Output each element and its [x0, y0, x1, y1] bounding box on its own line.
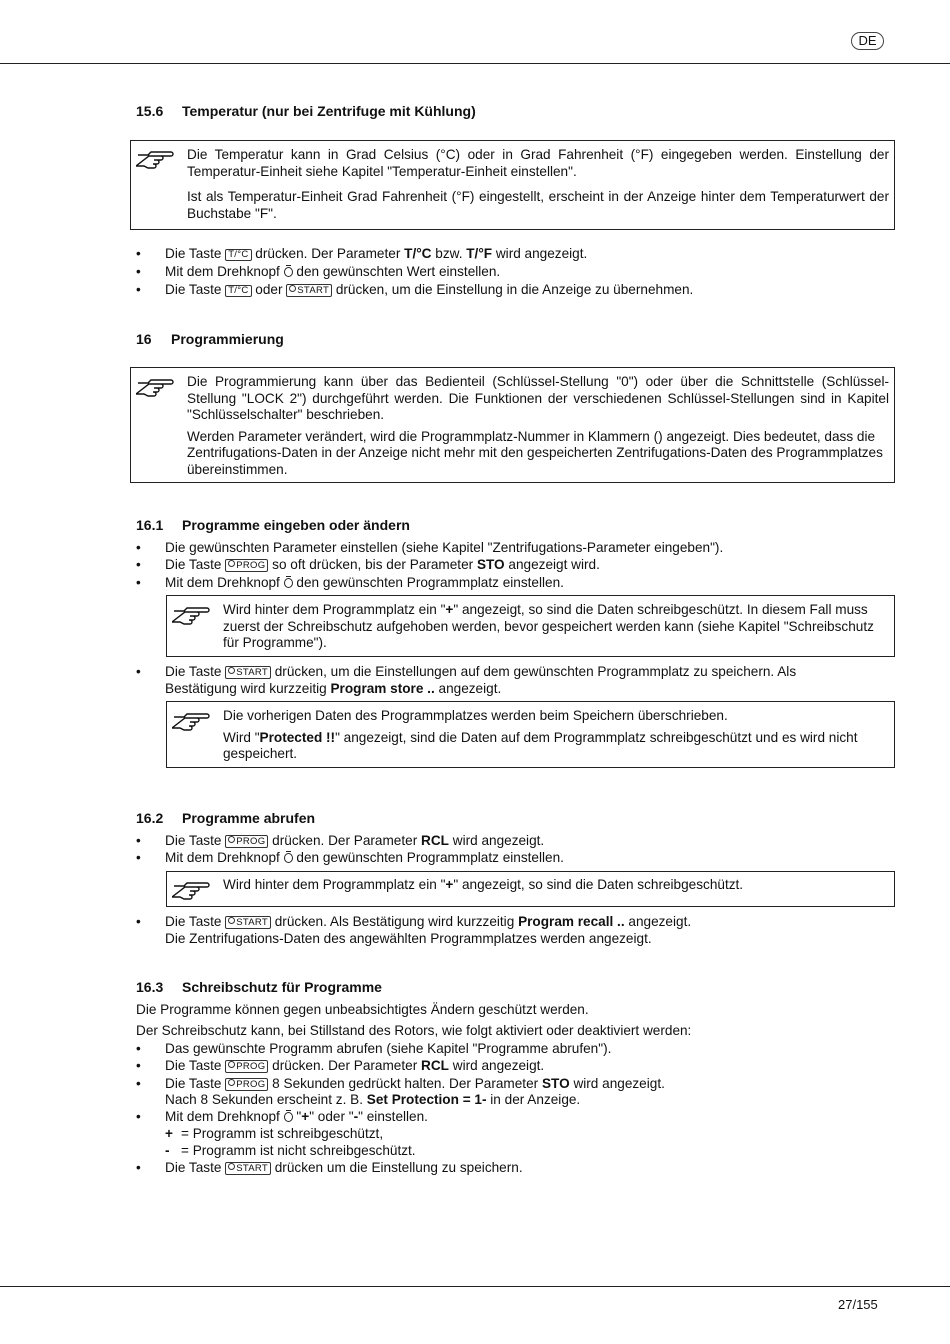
section-number: 16.2 — [136, 810, 164, 826]
paragraph: Der Schreibschutz kann, bei Stillstand des Rotors, wie folgt aktiviert oder deaktiviert werden: — [136, 1023, 692, 1038]
pointing-hand-icon — [136, 377, 176, 399]
section-number: 16 — [136, 331, 152, 347]
note-text: Die vorherigen Daten des Programmplatzes werden beim Speichern überschrieben. — [223, 708, 728, 723]
language-badge: DE — [851, 32, 884, 50]
note-box — [130, 140, 895, 230]
prog-key-icon: PROG — [225, 1078, 268, 1091]
section-heading — [136, 979, 382, 995]
note-text: Wird "Protected !!" angezeigt, sind die Daten auf dem Programmplatz schreibgeschützt und es wird nicht gespeichert. — [223, 729, 858, 761]
note-text: Werden Parameter verändert, wird die Programmplatz-Nummer in Klammern () angezeigt. Dies bedeutet, dass die Zentrifugations-Daten in der Anzeige nicht mehr mit den gespeicherten Zentrifugations-Daten des Programmplatzes übereinstimmen. — [187, 428, 883, 477]
start-key-icon: START — [225, 1162, 271, 1175]
note-text: Wird hinter dem Programmplatz ein "+" angezeigt, so sind die Daten schreibgeschützt. In diesem Fall muss zuerst der Schreibschutz aufgehoben werden, bevor gespeichert werden kann (siehe Kapitel "Schreibschutz für Programme"). — [223, 602, 874, 650]
section-number: 16.1 — [136, 517, 164, 533]
pointing-hand-icon — [172, 880, 212, 902]
note-text: Wird hinter dem Programmplatz ein "+" angezeigt, so sind die Daten schreibgeschützt. — [223, 877, 744, 892]
pointing-hand-icon — [172, 605, 212, 627]
section-title: Temperatur (nur bei Zentrifuge mit Kühlung) — [182, 103, 476, 119]
paragraph: Die Programme können gegen unbeabsichtigtes Ändern geschützt werden. — [136, 1002, 589, 1017]
tc-key-icon: T/°C — [225, 249, 251, 261]
start-key-icon: START — [225, 916, 271, 929]
section-title: Schreibschutz für Programme — [182, 979, 382, 995]
footer-rule — [0, 1286, 950, 1287]
section-title: Programmierung — [171, 331, 284, 347]
pointing-hand-icon — [136, 149, 176, 171]
page-number: 27/155 — [838, 1297, 878, 1312]
note-text: Die Programmierung kann über das Bedienteil (Schlüssel-Stellung "0") oder über die Schnittstelle (Schlüssel-Stellung "LOCK 2") durchgeführt werden. Die Funktionen der verschiedenen Schlüssel-Stellungen sind in Kapitel "Schlüsselschalter" beschrieben. — [187, 374, 889, 422]
prog-key-icon: PROG — [225, 559, 268, 572]
section-heading — [136, 517, 410, 533]
header-rule — [0, 63, 950, 64]
section-title: Programme eingeben oder ändern — [182, 517, 410, 533]
prog-key-icon: PROG — [225, 1060, 268, 1073]
note-box — [166, 701, 895, 768]
note-text: Ist als Temperatur-Einheit Grad Fahrenheit (°F) eingestellt, erscheint in der Anzeige hinter dem Temperaturwert der Buchstabe "F". — [187, 189, 889, 221]
section-heading — [136, 810, 315, 826]
start-key-icon: START — [286, 284, 332, 297]
start-key-icon: START — [225, 666, 271, 679]
section-number: 16.3 — [136, 979, 164, 995]
note-box — [166, 871, 895, 907]
rotary-knob-icon — [284, 1112, 293, 1122]
rotary-knob-icon — [284, 267, 293, 277]
rotary-knob-icon — [284, 853, 293, 863]
rotary-knob-icon — [284, 578, 293, 588]
section-heading — [136, 103, 476, 119]
note-box — [166, 595, 895, 657]
section-number: 15.6 — [136, 103, 164, 119]
tc-key-icon: T/°C — [225, 285, 251, 297]
note-box — [130, 367, 895, 483]
note-text: Die Temperatur kann in Grad Celsius (°C) oder in Grad Fahrenheit (°F) eingegeben werden. Einstellung der Temperatur-Einheit siehe Kapitel "Temperatur-Einheit einstellen". — [187, 147, 889, 179]
pointing-hand-icon — [172, 711, 212, 733]
prog-key-icon: PROG — [225, 835, 268, 848]
section-title: Programme abrufen — [182, 810, 316, 826]
section-heading — [136, 331, 284, 347]
